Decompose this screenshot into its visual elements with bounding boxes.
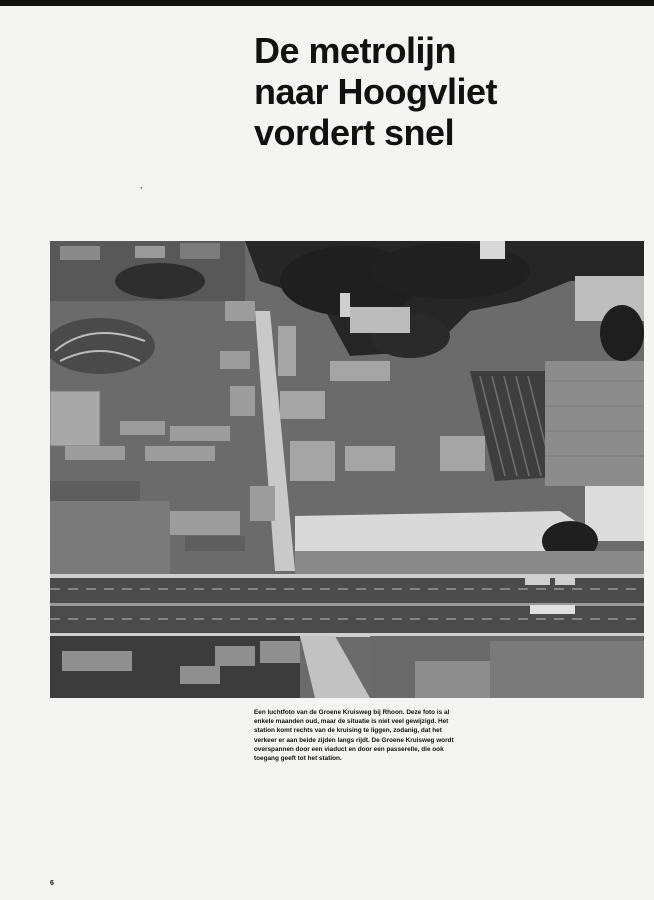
aerial-photo (50, 241, 644, 698)
page-number: 6 (50, 880, 54, 887)
title-line-2: naar Hoogvliet (254, 71, 498, 112)
stray-print-mark: ’ (140, 186, 143, 197)
page-top-border (0, 0, 654, 6)
title-line-1: De metrolijn (254, 30, 457, 71)
title-line-3: vordert snel (254, 112, 455, 153)
article-title (254, 30, 634, 153)
photo-caption: Een luchtfoto van de Groene Kruisweg bij Rhoon. Deze foto is al enkele maanden oud, maar de situatie is niet veel gewijzigd. Het station komt rechts van de kruising te liggen, zodanig, dat het verkeer er aan beide zijden langs rijdt. De Groene Kruisweg wordt overspannen door een viaduct en door een passerelle, die ook toegang geeft tot het station. (254, 709, 454, 763)
